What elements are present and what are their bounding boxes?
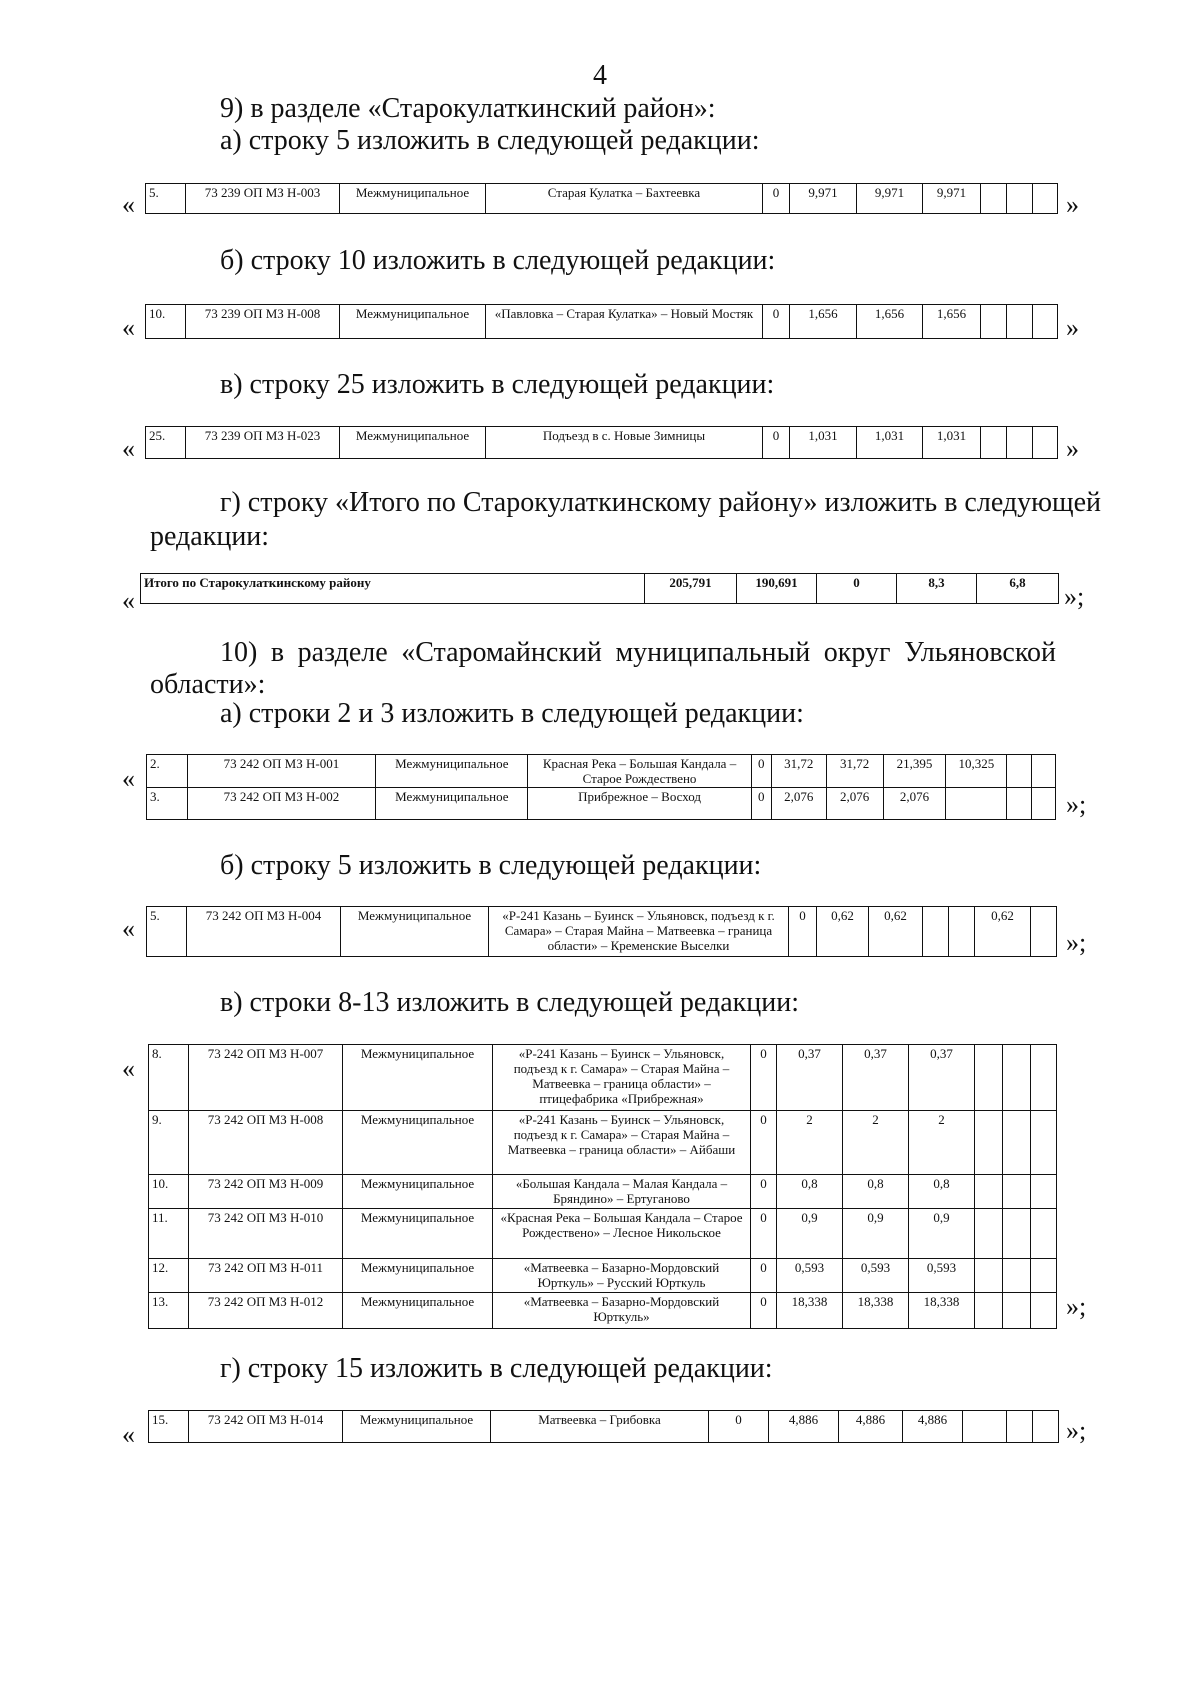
sec9-b-label: б) строку 10 изложить в следующей редакции:	[220, 245, 776, 276]
total-label: Итого по Старокулаткинскому району	[141, 574, 645, 604]
road-category: Межмуниципальное	[343, 1111, 493, 1175]
table-row	[149, 1111, 1057, 1175]
table-row	[149, 1209, 1057, 1259]
value-cell: 18,338	[843, 1293, 909, 1329]
road-id: 73 242 ОП МЗ Н-004	[187, 907, 341, 957]
road-name: «Павловка – Старая Кулатка» – Новый Мостяк	[486, 305, 763, 339]
value-cell: 0,8	[843, 1175, 909, 1209]
road-name: «Большая Кандала – Малая Кандала – Бряндино» – Ертуганово	[493, 1175, 751, 1209]
sec9-row25-table	[145, 426, 1058, 459]
sec9-row5-table	[145, 183, 1058, 214]
empty-cell	[1007, 788, 1031, 820]
value-cell: 0,62	[975, 907, 1031, 957]
empty-cell	[975, 1111, 1003, 1175]
section-9-heading: 9) в разделе «Старокулаткинский район»:	[220, 93, 716, 124]
value-cell: 0	[751, 1259, 777, 1293]
empty-cell	[981, 305, 1007, 339]
table-row	[146, 184, 1058, 214]
empty-cell	[975, 1259, 1003, 1293]
row-number: 13.	[149, 1293, 189, 1329]
sec10-g-label: г) строку 15 изложить в следующей редакции:	[220, 1353, 773, 1384]
value-cell: 205,791	[645, 574, 737, 604]
value-cell: 0,9	[909, 1209, 975, 1259]
value-cell: 1,031	[923, 427, 981, 459]
open-quote: «	[122, 586, 135, 615]
value-cell: 1,656	[790, 305, 857, 339]
value-cell: 0,37	[843, 1045, 909, 1111]
value-cell: 1,031	[857, 427, 923, 459]
empty-cell	[1031, 755, 1055, 788]
road-category: Межмуниципальное	[343, 1259, 493, 1293]
open-quote: «	[122, 190, 135, 219]
value-cell: 9,971	[923, 184, 981, 214]
value-cell: 190,691	[737, 574, 817, 604]
empty-cell	[981, 427, 1007, 459]
road-id: 73 242 ОП МЗ Н-007	[189, 1045, 343, 1111]
table-row	[149, 1411, 1059, 1443]
total-row	[141, 574, 1059, 604]
empty-cell	[1007, 184, 1033, 214]
road-id: 73 242 ОП МЗ Н-010	[189, 1209, 343, 1259]
empty-cell	[1007, 1411, 1033, 1443]
value-cell: 4,886	[903, 1411, 963, 1443]
sec9-a-label: а) строку 5 изложить в следующей редакции:	[220, 125, 760, 156]
value-cell: 0	[751, 755, 771, 788]
empty-cell	[1033, 427, 1058, 459]
value-cell: 0,9	[843, 1209, 909, 1259]
empty-cell	[1007, 755, 1031, 788]
road-category: Межмуниципальное	[340, 184, 486, 214]
section-10-heading-cont: области»:	[150, 669, 266, 700]
value-cell: 2,076	[771, 788, 826, 820]
value-cell: 18,338	[909, 1293, 975, 1329]
empty-cell	[1007, 305, 1033, 339]
sec9-total-table	[140, 573, 1059, 604]
value-cell: 0	[763, 305, 790, 339]
road-name: «Р-241 Казань – Буинск – Ульяновск, подъезд к г. Самара» – Старая Майна – Матвеевка – граница области» – птицефабрика «Прибрежная»	[493, 1045, 751, 1111]
road-id: 73 242 ОП МЗ Н-009	[189, 1175, 343, 1209]
value-cell: 0	[709, 1411, 769, 1443]
empty-cell	[975, 1209, 1003, 1259]
empty-cell	[1031, 1111, 1057, 1175]
close-quote-semicolon: »;	[1064, 582, 1085, 611]
road-name: «Р-241 Казань – Буинск – Ульяновск, подъезд к г. Самара» – Старая Майна – Матвеевка – граница области» – Кременские Выселки	[489, 907, 789, 957]
sec10-row5-table	[146, 906, 1057, 957]
empty-cell	[1003, 1175, 1031, 1209]
empty-cell	[1003, 1111, 1031, 1175]
open-quote: «	[122, 1420, 135, 1449]
value-cell: 0,8	[909, 1175, 975, 1209]
value-cell: 1,656	[857, 305, 923, 339]
value-cell: 31,72	[771, 755, 826, 788]
road-category: Межмуниципальное	[343, 1175, 493, 1209]
road-category: Межмуниципальное	[340, 427, 486, 459]
value-cell: 2	[909, 1111, 975, 1175]
road-category: Межмуниципальное	[340, 305, 486, 339]
table-row	[146, 427, 1058, 459]
value-cell: 0	[751, 1111, 777, 1175]
value-cell: 2	[843, 1111, 909, 1175]
sec10-rows-8-13-table	[148, 1044, 1057, 1329]
road-name: Матвеевка – Грибовка	[491, 1411, 709, 1443]
row-number: 10.	[149, 1175, 189, 1209]
row-number: 2.	[147, 755, 188, 788]
empty-cell	[1031, 1175, 1057, 1209]
value-cell: 0,62	[869, 907, 923, 957]
row-number: 5.	[146, 184, 186, 214]
empty-cell	[1003, 1259, 1031, 1293]
value-cell: 0	[751, 1045, 777, 1111]
row-number: 10.	[146, 305, 186, 339]
sec10-row15-table	[148, 1410, 1059, 1443]
road-name: «Матвеевка – Базарно-Мордовский Юрткуль» – Русский Юрткуль	[493, 1259, 751, 1293]
empty-cell	[949, 907, 975, 957]
value-cell: 0,62	[817, 907, 869, 957]
road-category: Межмуниципальное	[341, 907, 489, 957]
value-cell: 0	[751, 788, 771, 820]
close-quote-semicolon: »;	[1066, 928, 1087, 957]
empty-cell	[1007, 427, 1033, 459]
open-quote: «	[122, 1054, 135, 1083]
value-cell: 4,886	[769, 1411, 839, 1443]
sec10-a-label: а) строки 2 и 3 изложить в следующей редакции:	[220, 698, 804, 729]
table-row	[149, 1045, 1057, 1111]
road-category: Межмуниципальное	[343, 1411, 491, 1443]
road-id: 73 239 ОП МЗ Н-008	[186, 305, 340, 339]
section-10-heading: 10) в разделе «Старомайнский муниципальный округ Ульяновской	[220, 637, 1056, 668]
road-id: 73 239 ОП МЗ Н-023	[186, 427, 340, 459]
empty-cell	[975, 1045, 1003, 1111]
sec10-rows-2-3-table	[146, 754, 1056, 820]
value-cell: 0	[817, 574, 897, 604]
table-row	[149, 1259, 1057, 1293]
empty-cell	[923, 907, 949, 957]
row-number: 3.	[147, 788, 188, 820]
open-quote: «	[122, 764, 135, 793]
row-number: 15.	[149, 1411, 189, 1443]
table-row	[147, 788, 1056, 820]
value-cell: 0	[763, 427, 790, 459]
value-cell: 0,37	[777, 1045, 843, 1111]
row-number: 25.	[146, 427, 186, 459]
row-number: 8.	[149, 1045, 189, 1111]
row-number: 12.	[149, 1259, 189, 1293]
sec9-v-label: в) строку 25 изложить в следующей редакции:	[220, 369, 775, 400]
open-quote: «	[122, 313, 135, 342]
value-cell: 0	[763, 184, 790, 214]
close-quote-semicolon: »;	[1066, 1292, 1087, 1321]
empty-cell	[1031, 907, 1057, 957]
empty-cell	[1031, 1209, 1057, 1259]
value-cell: 0	[751, 1293, 777, 1329]
value-cell: 0	[751, 1209, 777, 1259]
empty-cell	[975, 1293, 1003, 1329]
value-cell: 6,8	[977, 574, 1059, 604]
empty-cell	[1033, 1411, 1059, 1443]
road-category: Межмуниципальное	[376, 788, 528, 820]
road-id: 73 242 ОП МЗ Н-014	[189, 1411, 343, 1443]
empty-cell	[1003, 1209, 1031, 1259]
empty-cell	[975, 1175, 1003, 1209]
close-quote-semicolon: »;	[1066, 1416, 1087, 1445]
close-quote-semicolon: »;	[1066, 790, 1087, 819]
road-name: Прибрежное – Восход	[528, 788, 751, 820]
value-cell: 1,031	[790, 427, 857, 459]
empty-cell	[1031, 1293, 1057, 1329]
open-quote: «	[122, 914, 135, 943]
value-cell: 0,593	[777, 1259, 843, 1293]
empty-cell	[1031, 788, 1055, 820]
close-quote: »	[1066, 434, 1079, 463]
road-name: Красная Река – Большая Кандала – Старое Рождествено	[528, 755, 751, 788]
value-cell: 0,8	[777, 1175, 843, 1209]
empty-cell	[981, 184, 1007, 214]
value-cell: 0,9	[777, 1209, 843, 1259]
value-cell: 2,076	[826, 788, 883, 820]
empty-cell	[1031, 1259, 1057, 1293]
road-id: 73 242 ОП МЗ Н-011	[189, 1259, 343, 1293]
sec10-v-label: в) строки 8-13 изложить в следующей редакции:	[220, 987, 800, 1018]
close-quote: »	[1066, 313, 1079, 342]
table-row	[147, 907, 1057, 957]
table-row	[149, 1293, 1057, 1329]
page-number: 4	[593, 60, 607, 91]
empty-cell	[1003, 1293, 1031, 1329]
road-id: 73 239 ОП МЗ Н-003	[186, 184, 340, 214]
sec10-b-label: б) строку 5 изложить в следующей редакции:	[220, 850, 762, 881]
sec9-g-label: г) строку «Итого по Старокулаткинскому району» изложить в следующей	[220, 487, 1102, 518]
road-id: 73 242 ОП МЗ Н-001	[187, 755, 376, 788]
value-cell: 21,395	[883, 755, 946, 788]
road-name: Старая Кулатка – Бахтеевка	[486, 184, 763, 214]
value-cell: 2,076	[883, 788, 946, 820]
empty-cell	[1031, 1045, 1057, 1111]
road-category: Межмуниципальное	[343, 1293, 493, 1329]
road-name: «Р-241 Казань – Буинск – Ульяновск, подъезд к г. Самара» – Старая Майна – Матвеевка – граница области» – Айбаши	[493, 1111, 751, 1175]
value-cell: 0,593	[909, 1259, 975, 1293]
value-cell: 4,886	[839, 1411, 903, 1443]
sec9-g-label-cont: редакции:	[150, 521, 270, 552]
road-name: Подъезд в с. Новые Зимницы	[486, 427, 763, 459]
table-row	[146, 305, 1058, 339]
row-number: 9.	[149, 1111, 189, 1175]
value-cell: 0	[751, 1175, 777, 1209]
road-category: Межмуниципальное	[343, 1209, 493, 1259]
value-cell: 0,593	[843, 1259, 909, 1293]
empty-cell	[1003, 1045, 1031, 1111]
road-category: Межмуниципальное	[343, 1045, 493, 1111]
close-quote: »	[1066, 190, 1079, 219]
value-cell: 2	[777, 1111, 843, 1175]
sec9-row10-table	[145, 304, 1058, 339]
road-name: «Красная Река – Большая Кандала – Старое Рождествено» – Лесное Никольское	[493, 1209, 751, 1259]
empty-cell	[963, 1411, 1007, 1443]
value-cell: 10,325	[946, 755, 1007, 788]
row-number: 11.	[149, 1209, 189, 1259]
empty-cell	[1033, 305, 1058, 339]
value-cell: 18,338	[777, 1293, 843, 1329]
row-number: 5.	[147, 907, 187, 957]
value-cell: 9,971	[790, 184, 857, 214]
empty-cell	[1033, 184, 1058, 214]
value-cell: 0,37	[909, 1045, 975, 1111]
road-id: 73 242 ОП МЗ Н-008	[189, 1111, 343, 1175]
road-name: «Матвеевка – Базарно-Мордовский Юрткуль»	[493, 1293, 751, 1329]
value-cell: 31,72	[826, 755, 883, 788]
open-quote: «	[122, 434, 135, 463]
empty-cell	[946, 788, 1007, 820]
value-cell: 0	[789, 907, 817, 957]
table-row	[149, 1175, 1057, 1209]
value-cell: 1,656	[923, 305, 981, 339]
road-id: 73 242 ОП МЗ Н-002	[187, 788, 376, 820]
value-cell: 8,3	[897, 574, 977, 604]
table-row	[147, 755, 1056, 788]
road-id: 73 242 ОП МЗ Н-012	[189, 1293, 343, 1329]
value-cell: 9,971	[857, 184, 923, 214]
road-category: Межмуниципальное	[376, 755, 528, 788]
